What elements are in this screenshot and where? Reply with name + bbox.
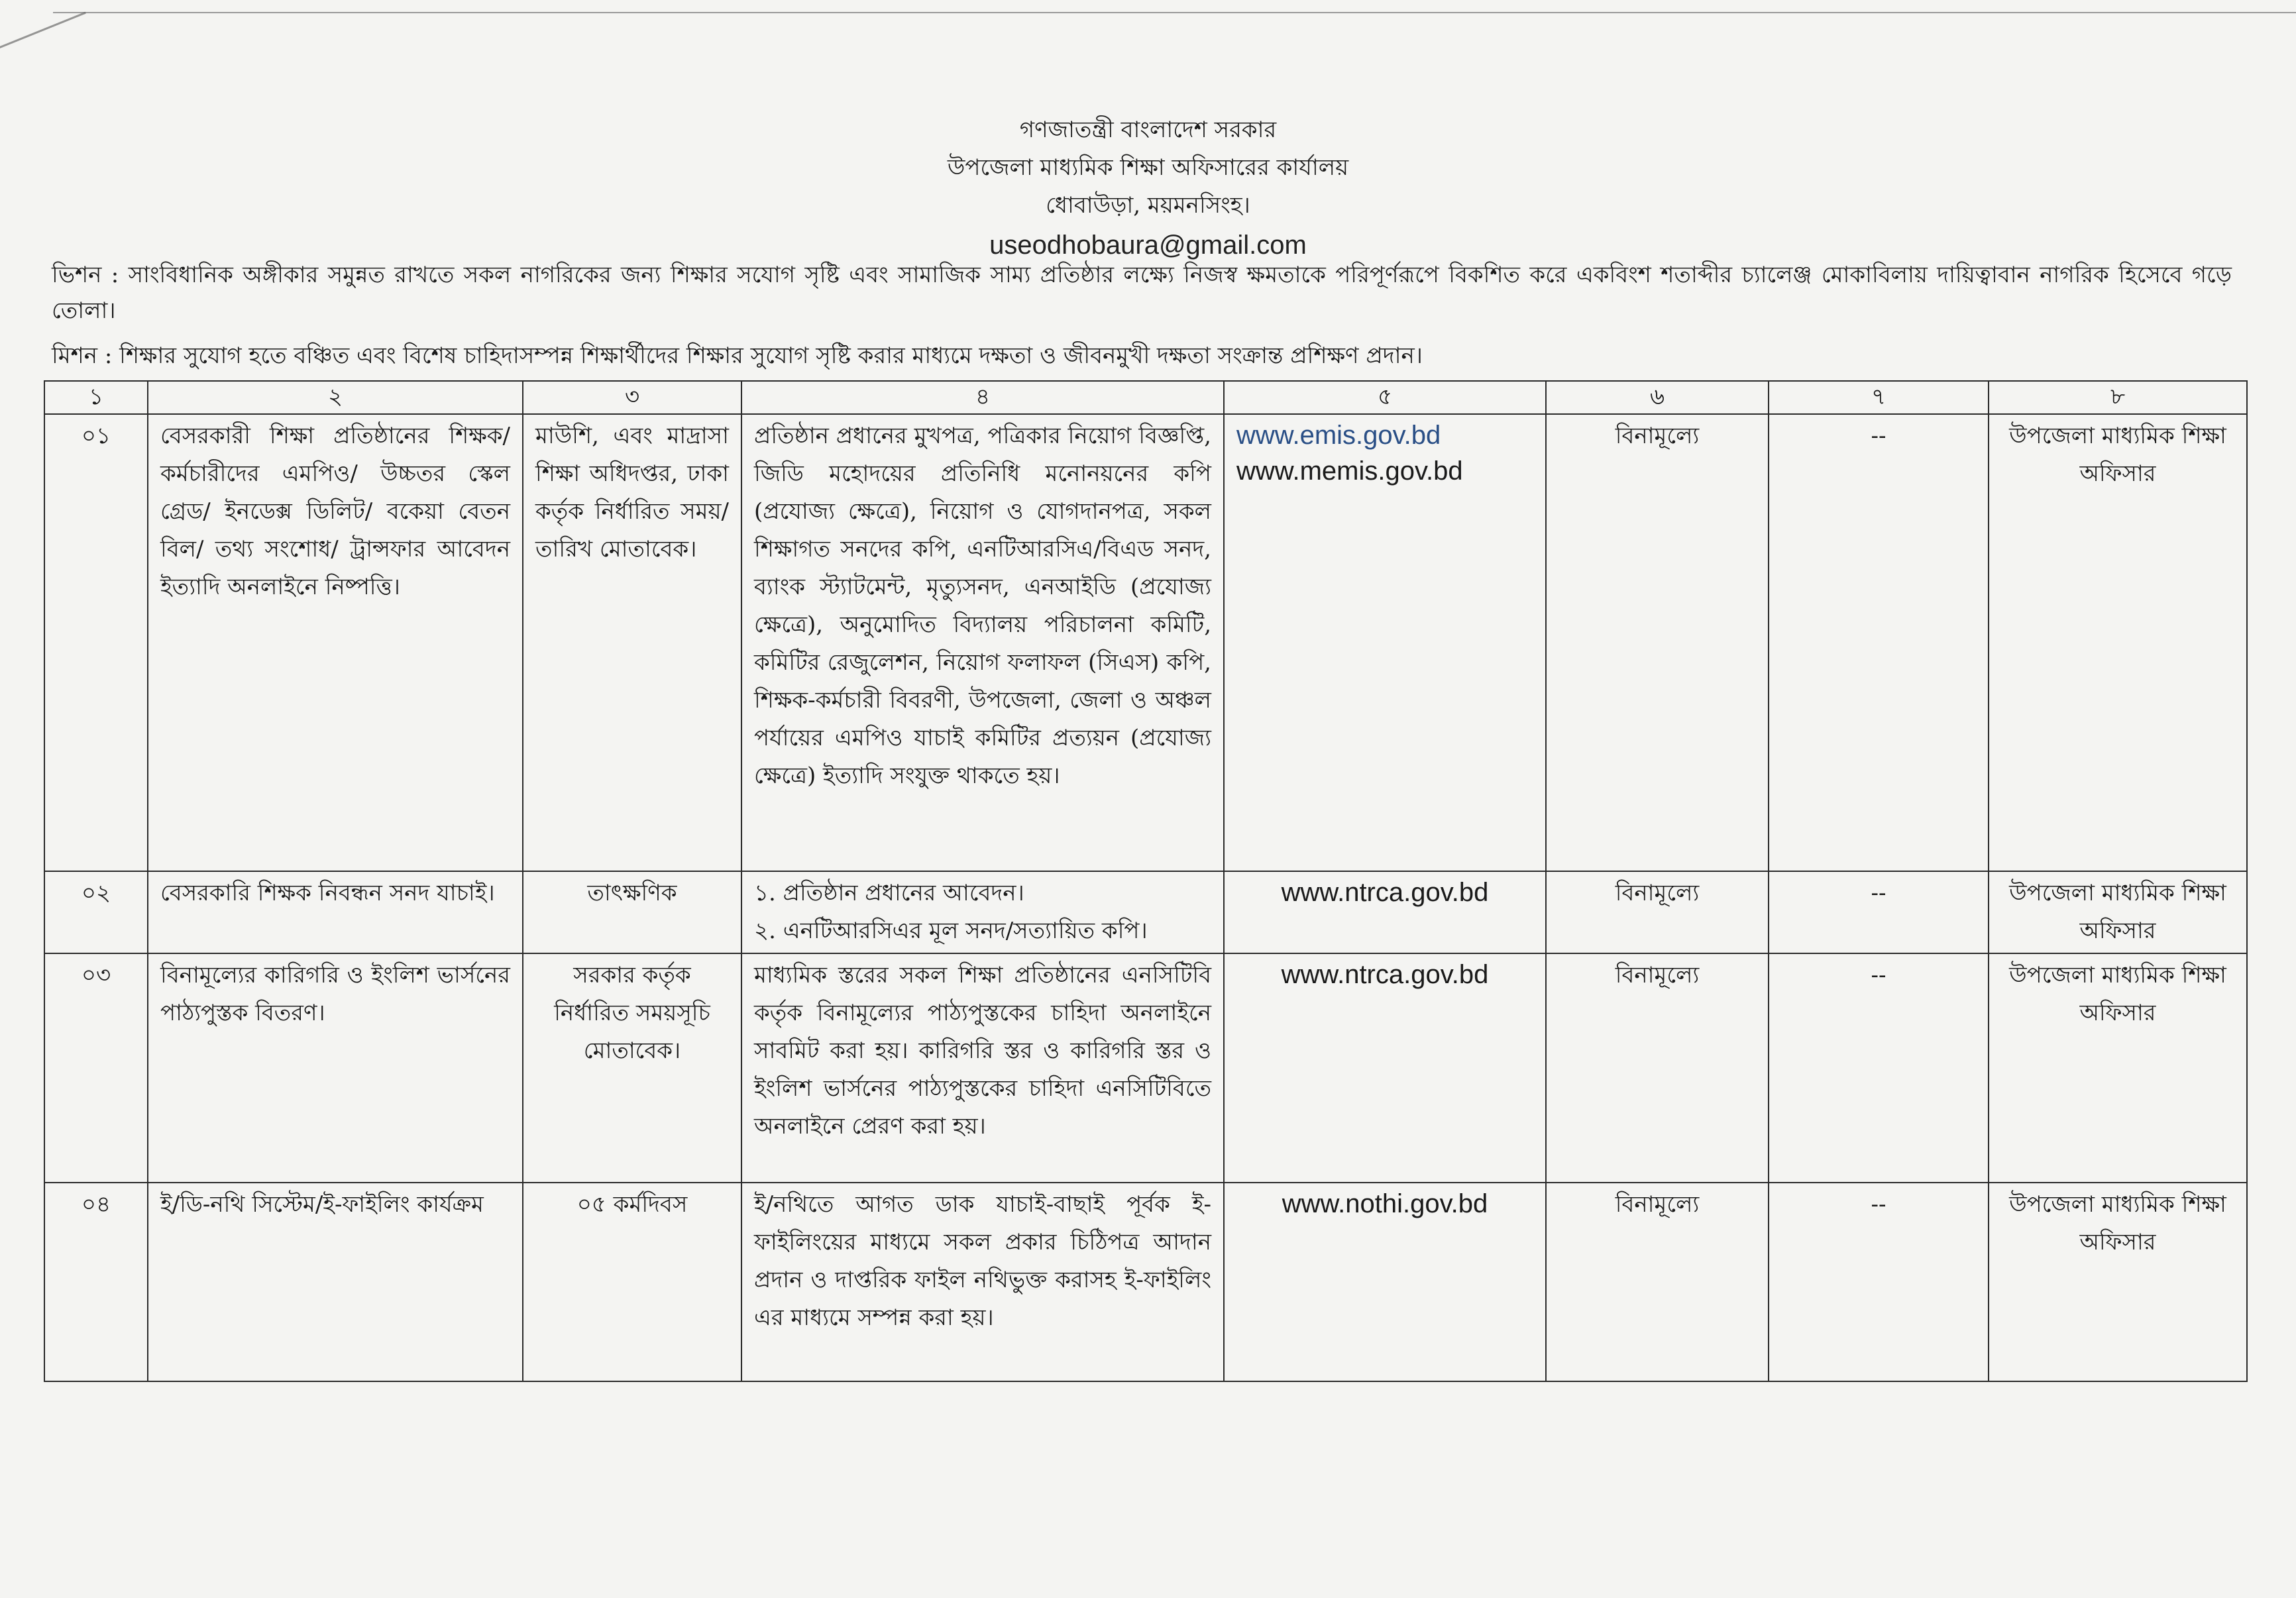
required-documents: ই/নথিতে আগত ডাক যাচাই-বাছাই পূর্বক ই-ফাইলিংয়ের মাধ্যমে সকল প্রকার চিঠিপত্র আদান প্রদান ও দাপ্তরিক ফাইল নথিভুক্ত করাসহ ই-ফাইলিং এর মাধ্যমে সম্পন্ন করা হয়। [741,1183,1224,1381]
service-name: বেসরকারি শিক্ষক নিবন্ধন সনদ যাচাই। [148,871,523,953]
office-location: ধোবাউড়া, ময়মনসিংহ। [1046,192,1250,219]
responsible-officer: উপজেলা মাধ্যমিক শিক্ষা অফিসার [1989,871,2247,953]
service-time: তাৎক্ষণিক [523,871,741,953]
required-documents [741,871,1224,953]
table-row [44,871,2247,953]
service-cost: বিনামূল্যে [1546,414,1769,871]
serial-number: ০৪ [44,1183,148,1381]
government-name: গণজাতন্ত্রী বাংলাদেশ সরকার [1019,117,1277,143]
table-header-row [44,381,2247,414]
citizen-service-table [44,380,2248,1382]
folded-corner-mark [0,0,86,48]
required-documents: মাধ্যমিক স্তরের সকল শিক্ষা প্রতিষ্ঠানের এনসিটিবি কর্তৃক বিনামূল্যের পাঠ্যপুস্তকের চাহিদা অনলাইনে সাবমিট করা হয়। কারিগরি স্তর ও কারিগরি স্তর ও ইংলিশ ভার্সনের পাঠ্যপুস্তকের চাহিদা এনসিটিবিতে অনলাইনে প্রেরণ করা হয়। [741,953,1224,1183]
column-header: ৩ [523,381,741,414]
column-header: ৫ [1224,381,1546,414]
column-header: ২ [148,381,523,414]
document-item: ১. প্রতিষ্ঠান প্রধানের আবেদন। [754,880,1024,906]
column-7-value: -- [1769,871,1989,953]
service-time: মাউশি, এবং মাদ্রাসা শিক্ষা অধিদপ্তর, ঢাকা কর্তৃক নির্ধারিত সময়/তারিখ মোতাবেক। [523,414,741,871]
column-7-value: -- [1769,414,1989,871]
service-cost: বিনামূল্যে [1546,1183,1769,1381]
service-time: ০৫ কর্মদিবস [523,1183,741,1381]
office-header [0,111,2296,266]
document-item: ২. এনটিআরসিএর মূল সনদ/সত্যায়িত কপি। [754,918,1148,944]
column-header: ৬ [1546,381,1769,414]
column-7-value: -- [1769,953,1989,1183]
website-cell [1224,414,1546,871]
website-link[interactable]: www.memis.gov.bd [1236,456,1463,486]
serial-number: ০২ [44,871,148,953]
required-documents: প্রতিষ্ঠান প্রধানের মুখপত্র, পত্রিকার নিয়োগ বিজ্ঞপ্তি, জিডি মহোদয়ের প্রতিনিধি মনোনয়নের কপি (প্রযোজ্য ক্ষেত্রে), নিয়োগ ও যোগদানপত্র, সকল শিক্ষাগত সনদের কপি, এনটিআরসিএ/বিএড সনদ, ব্যাংক স্ট্যাটমেন্ট, মৃত্যুসনদ, এনআইডি (প্রযোজ্য ক্ষেত্রে), অনুমোদিত বিদ্যালয় পরিচালনা কমিটি, কমিটির রেজুলেশন, নিয়োগ ফলাফল (সিএস) কপি, শিক্ষক-কর্মচারী বিবরণী, উপজেলা, জেলা ও অঞ্চল পর্যায়ের এমপিও যাচাই কমিটির প্রত্যয়ন (প্রযোজ্য ক্ষেত্রে) ইত্যাদি সংযুক্ত থাকতে হয়। [741,414,1224,871]
responsible-officer: উপজেলা মাধ্যমিক শিক্ষা অফিসার [1989,953,2247,1183]
table-row [44,953,2247,1183]
service-cost: বিনামূল্যে [1546,953,1769,1183]
table-row [44,414,2247,871]
column-header: ৮ [1989,381,2247,414]
service-time: সরকার কর্তৃক নির্ধারিত সময়সূচি মোতাবেক। [523,953,741,1183]
mission-statement: মিশন : শিক্ষার সুযোগ হতে বঞ্চিত এবং বিশেষ চাহিদাসম্পন্ন শিক্ষার্থীদের শিক্ষার সুযোগ সৃষ্টি করার মাধ্যমে দক্ষতা ও জীবনমুখী দক্ষতা সংক্রান্ত প্রশিক্ষণ প্রদান। [52,343,1423,369]
website-link[interactable]: www.emis.gov.bd [1236,421,1441,450]
office-email: useodhobaura@gmail.com [989,231,1307,260]
column-header: ৭ [1769,381,1989,414]
website-link[interactable]: www.nothi.gov.bd [1224,1183,1546,1381]
office-name: উপজেলা মাধ্যমিক শিক্ষা অফিসারের কার্যালয় [947,154,1349,181]
page-edge [53,12,2296,13]
table-row [44,1183,2247,1381]
serial-number: ০৩ [44,953,148,1183]
service-cost: বিনামূল্যে [1546,871,1769,953]
column-header: ১ [44,381,148,414]
service-name: ই/ডি-নথি সিস্টেম/ই-ফাইলিং কার্যক্রম [148,1183,523,1381]
responsible-officer: উপজেলা মাধ্যমিক শিক্ষা অফিসার [1989,414,2247,871]
service-name: বেসরকারী শিক্ষা প্রতিষ্ঠানের শিক্ষক/কর্মচারীদের এমপিও/ উচ্চতর স্কেল গ্রেড/ ইনডেক্স ডিলিট/ বকেয়া বেতন বিল/ তথ্য সংশোধ/ ট্রান্সফার আবেদন ইত্যাদি অনলাইনে নিষ্পত্তি। [148,414,523,871]
column-header: ৪ [741,381,1224,414]
serial-number: ০১ [44,414,148,871]
service-name: বিনামূল্যের কারিগরি ও ইংলিশ ভার্সনের পাঠ্যপুস্তক বিতরণ। [148,953,523,1183]
vision-statement: ভিশন : সাংবিধানিক অঙ্গীকার সমুন্নত রাখতে সকল নাগরিকের জন্য শিক্ষার সযোগ সৃষ্টি এবং সামাজিক সাম্য প্রতিষ্ঠার লক্ষ্যে নিজস্ব ক্ষমতাকে পরিপূর্ণরূপে বিকশিত করে একবিংশ শতাব্দীর চ্যালেঞ্জ মোকাবিলায় দায়িত্বাবান নাগরিক হিসেবে গড়ে তোলা। [52,262,2232,324]
responsible-officer: উপজেলা মাধ্যমিক শিক্ষা অফিসার [1989,1183,2247,1381]
column-7-value: -- [1769,1183,1989,1381]
website-link[interactable]: www.ntrca.gov.bd [1224,953,1546,1183]
website-link[interactable]: www.ntrca.gov.bd [1224,871,1546,953]
